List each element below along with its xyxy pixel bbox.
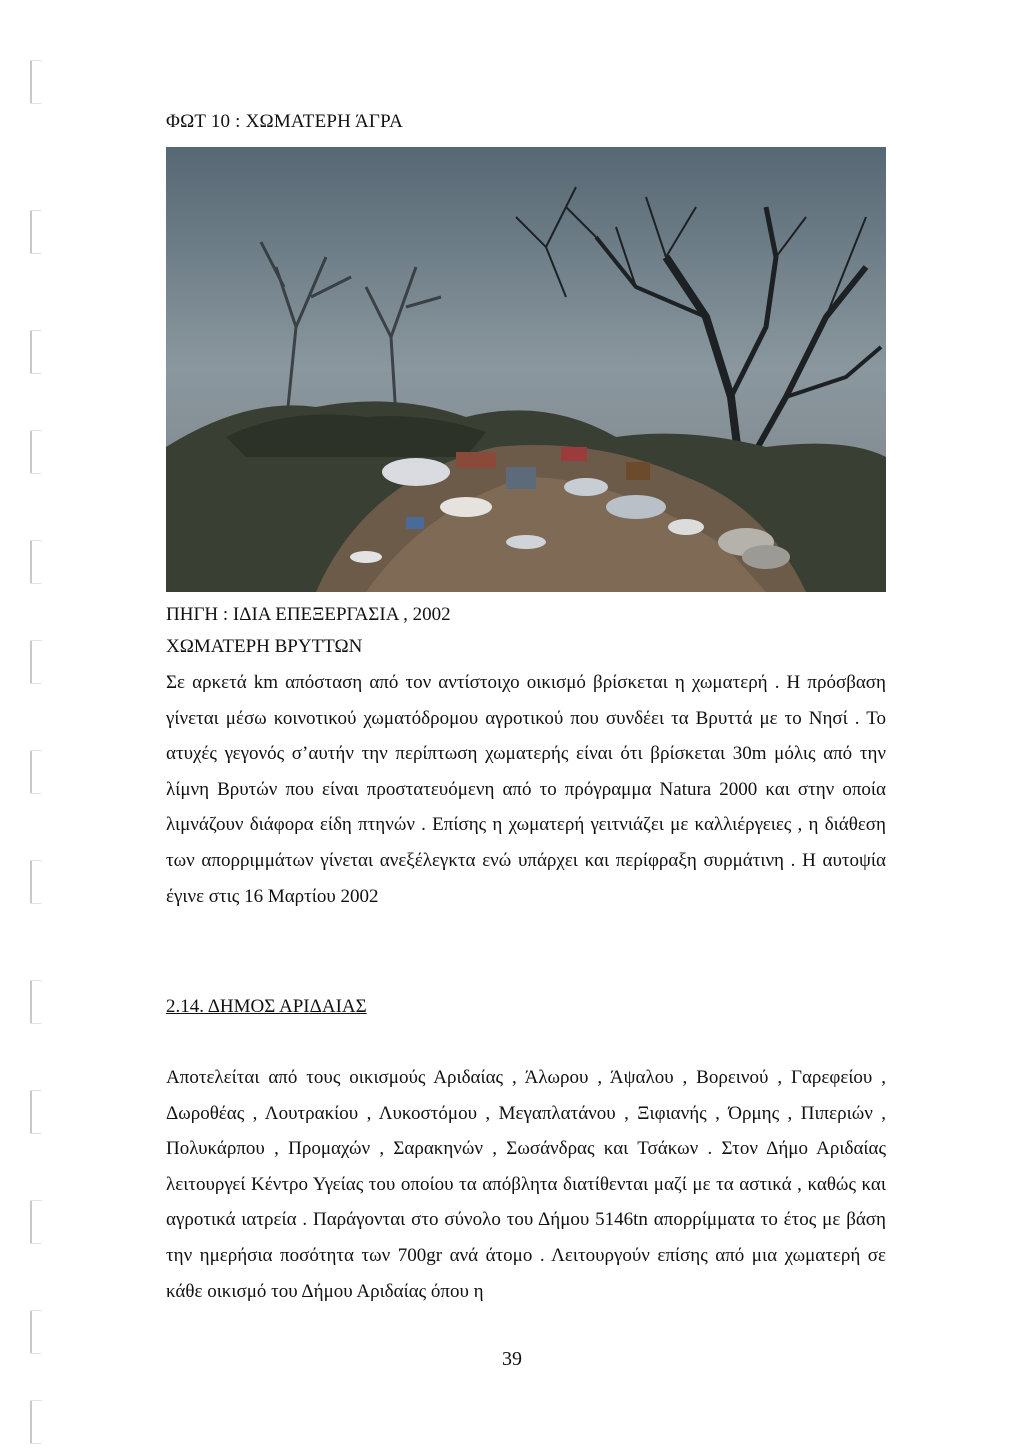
binder-margin [30, 0, 48, 1448]
binder-mark [30, 210, 42, 254]
section-heading: 2.14. ΔΗΜΟΣ ΑΡΙΔΑΙΑΣ [166, 996, 367, 1017]
photo-caption: ΦΩΤ 10 : ΧΩΜΑΤΕΡΗ ΆΓΡΑ [166, 111, 404, 132]
binder-mark [30, 980, 42, 1024]
landfill-photo [166, 147, 886, 592]
binder-mark [30, 430, 42, 474]
paragraph-landfill-description: Σε αρκετά km απόσταση από τον αντίστοιχο οικισμό βρίσκεται η χωματερή . Η πρόσβαση γίνεται μέσω κοινοτικού χωματόδρομου αγροτικού που συνδέει τα Βρυττά με το Νησί . Το ατυχές γεγονός σ’αυτήν την περίπτωση χωματερής είναι ότι βρίσκεται 30m μόλις από την λίμνη Βρυτών που είναι προστατευόμενη από το πρόγραμμα Natura 2000 και στην οποία λιμνάζουν διάφορα είδη πτηνών . Επίσης η χωματερή γειτνιάζει με καλλιέργειες , η διάθεση των απορριμμάτων γίνεται ανεξέλεγκτα ενώ υπάρχει και περίφραξη συρμάτινη . Η αυτοψία έγινε στις 16 Μαρτίου 2002 [166, 672, 886, 907]
page-number: 39 [502, 1348, 522, 1370]
binder-mark [30, 1200, 42, 1244]
paragraph-municipality: Αποτελείται από τους οικισμούς Αριδαίας , Άλωρου , Άψαλου , Βορεινού , Γαρεφείου , Δωροθέας , Λουτρακίου , Λυκοστόμου , Μεγαπλατάνου , Ξιφιανής , Όρμης , Πιπεριών , Πολυκάρπου , Προμαχών , Σαρακηνών , Σωσάνδρας και Τσάκων . Στον Δήμο Αριδαίας λειτουργεί Κέντρο Υγείας του οποίου τα απόβλητα διατίθενται μαζί με τα αστικά , καθώς και αγροτικά ιατρεία . Παράγονται στο σύνολο του Δήμου 5146tn απορρίμματα το έτος με βάση την ημερήσια ποσότητα των 700gr ανά άτομο . Λειτουργούν επίσης από μια χωματερή σε κάθε οικισμό του Δήμου Αριδαίας όπου η [166, 1067, 886, 1302]
binder-mark [30, 1400, 42, 1444]
binder-mark [30, 750, 42, 794]
binder-mark [30, 1090, 42, 1134]
binder-mark [30, 860, 42, 904]
section-subtitle: ΧΩΜΑΤΕΡΗ ΒΡΥΤΤΩΝ [166, 636, 363, 657]
binder-mark [30, 640, 42, 684]
binder-mark [30, 330, 42, 374]
binder-mark [30, 540, 42, 584]
photo-source: ΠΗΓΗ : ΙΔΙΑ ΕΠΕΞΕΡΓΑΣΙΑ , 2002 [166, 604, 451, 625]
binder-mark [30, 60, 42, 104]
